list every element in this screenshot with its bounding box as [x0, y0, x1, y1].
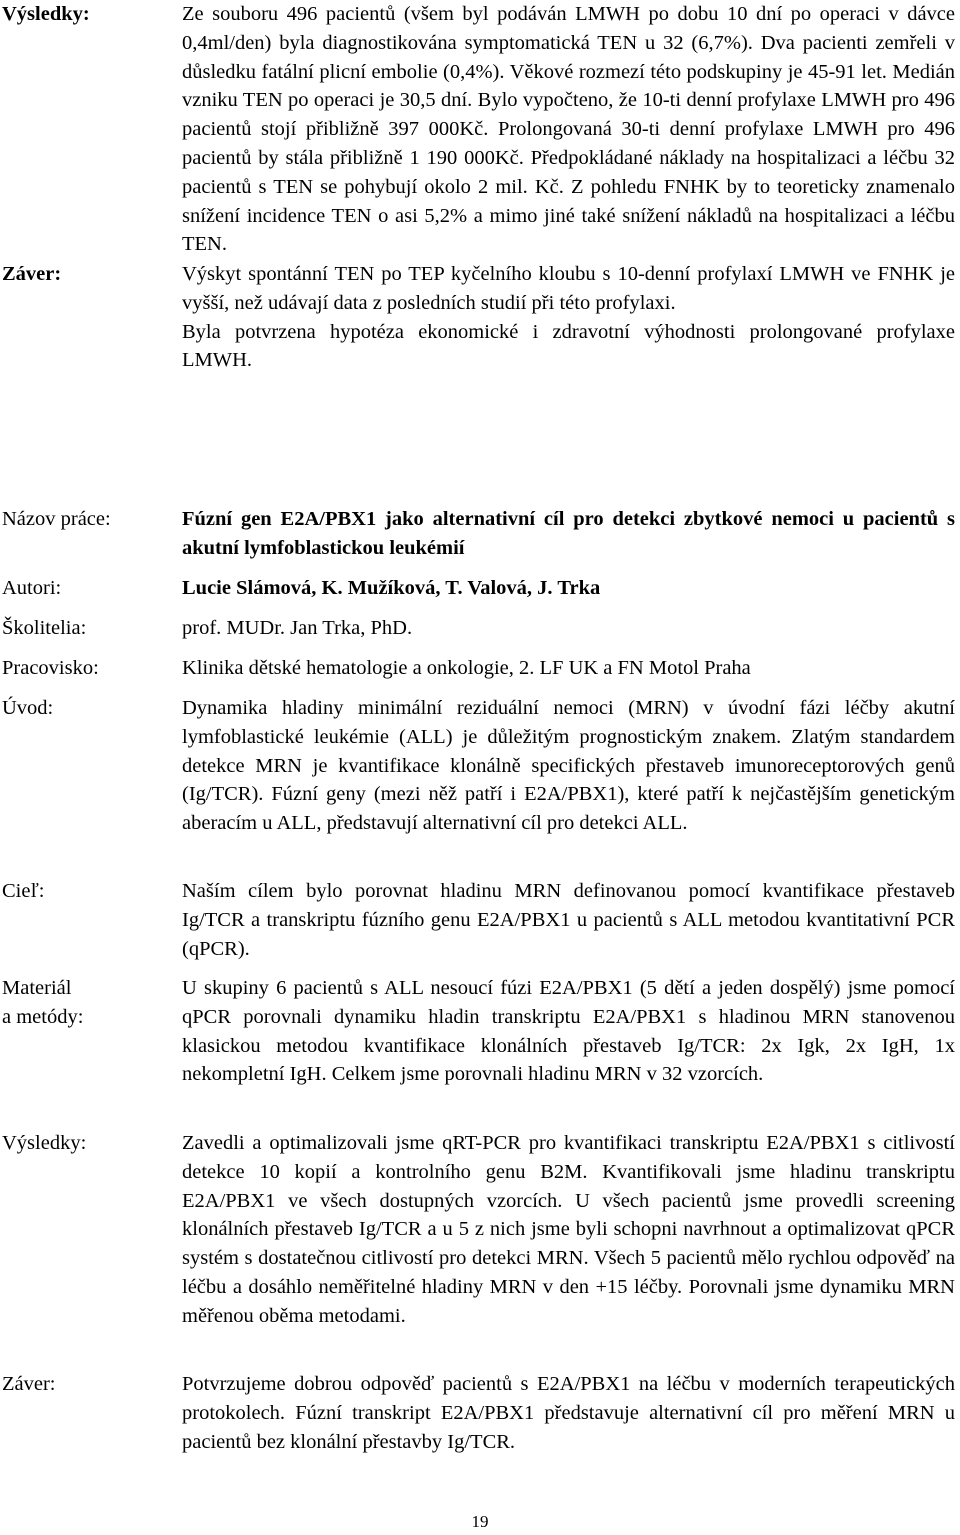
supervisors: prof. MUDr. Jan Trka, PhD.	[182, 617, 413, 639]
conclusion-label: Záver:	[2, 263, 62, 285]
intro-label: Úvod:	[2, 697, 54, 719]
supervisors-label: Školitelia:	[2, 617, 87, 639]
conclusion-text	[182, 260, 955, 375]
methods-label: Materiál a metódy:	[2, 977, 84, 1028]
page-number: 19	[471, 1512, 489, 1531]
results-text: Ze souboru 496 pacientů (všem byl podáván LMWH po dobu 10 dní po operaci v dávce 0,4ml/den) byla diagnostikována symptomatická TEN u 32 (6,7%). Dva pacienti zemřeli v důsledku fatální plicní embolie (0,4%). Věkové rozmezí této podskupiny je 45-91 let. Medián vzniku TEN po operaci je 30,5 dní. Bylo vypočteno, že 10-ti denní profylaxe LMWH pro 496 pacientů stojí přibližně 397 000Kč. Prolongovaná 30-ti denní profylaxe LMWH pro 496 pacientů by stála přibližně 1 190 000Kč. Předpokládané náklady na hospitalizaci a léčbu 32 pacientů s TEN se pohybují okolo 2 mil. Kč. Z pohledu FNHK by to teoreticky znamenalo snížení incidence TEN o asi 5,2% a mimo jiné také snížení nákladů na hospitalizaci a léčbu TEN.	[182, 3, 955, 256]
workplace-label: Pracovisko:	[2, 657, 99, 679]
intro-text: Dynamika hladiny minimální reziduální nemoci (MRN) v úvodní fázi léčby akutní lymfoblastické leukémie (ALL) je důležitým prognostickým znakem. Zlatým standardem detekce MRN je kvantifikace klonálně specifických přestaveb imunoreceptorových genů (Ig/TCR). Fúzní geny (mezi něž patří i E2A/PBX1), které patří k nejčastějším genetickým aberacím u ALL, představují alternativní cíl pro detekci ALL.	[182, 697, 955, 835]
authors-label: Autori:	[2, 577, 62, 599]
conclusion-paragraph-2: Byla potvrzena hypotéza ekonomické i zdravotní výhodnosti prolongované profylaxe LMWH.	[182, 320, 955, 372]
workplace: Klinika dětské hematologie a onkologie, 2. LF UK a FN Motol Praha	[182, 657, 751, 679]
aim-text: Naším cílem bylo porovnat hladinu MRN definovanou pomocí kvantifikace přestaveb Ig/TCR a transkriptu fúzního genu E2A/PBX1 u pacientů s ALL metodou kvantitativní PCR (qPCR).	[182, 880, 955, 960]
conclusion-paragraph-1: Výskyt spontánní TEN po TEP kyčelního kloubu s 10-denní profylaxí LMWH ve FNHK je vyšší, než udávají data z posledních studií při této profylaxi.	[182, 263, 955, 314]
paper-title: Fúzní gen E2A/PBX1 jako alternativní cíl pro detekci zbytkové nemoci u pacientů s akutní lymfoblastickou leukémií	[182, 508, 955, 559]
results-label-2: Výsledky:	[2, 1132, 87, 1154]
title-label: Názov práce:	[2, 508, 111, 530]
conclusion-text-2: Potvrzujeme dobrou odpověď pacientů s E2A/PBX1 na léčbu v moderních terapeutických protokolech. Fúzní transkript E2A/PBX1 představuje alternativní cíl pro měření MRN u pacientů bez klonální přestavby Ig/TCR.	[182, 1373, 955, 1453]
aim-label: Cieľ:	[2, 880, 45, 902]
conclusion-label-2: Záver:	[2, 1373, 56, 1395]
authors: Lucie Slámová, K. Mužíková, T. Valová, J. Trka	[182, 577, 601, 599]
results-text-2: Zavedli a optimalizovali jsme qRT-PCR pro kvantifikaci transkriptu E2A/PBX1 s citlivostí detekce 10 kopií a kontrolního genu B2M. Kvantifikovali jsme hladinu transkriptu E2A/PBX1 ve všech dostupných vzorcích. U všech pacientů jsme provedli screening klonálních přestaveb Ig/TCR a u 5 z nich jsme byli schopni navrhnout a optimalizovat qPCR systém s dostatečnou citlivostí pro detekci MRN. Všech 5 pacientů mělo rychlou odpověď na léčbu a dosáhlo neměřitelné hladiny MRN v den +15 léčby. Porovnali jsme dynamiku MRN měřenou oběma metodami.	[182, 1132, 955, 1327]
methods-text: U skupiny 6 pacientů s ALL nesoucí fúzi E2A/PBX1 (5 dětí a jeden dospělý) jsme pomocí qPCR porovnali dynamiku hladin transkriptu E2A/PBX1 s hladinou MRN stanovenou klasickou metodou kvantifikace klonálních přestaveb Ig/TCR: 2x Igk, 2x IgH, 1x nekompletní IgH. Celkem jsme porovnali hladinu MRN v 32 vzorcích.	[182, 977, 955, 1086]
results-label: Výsledky:	[2, 3, 90, 25]
